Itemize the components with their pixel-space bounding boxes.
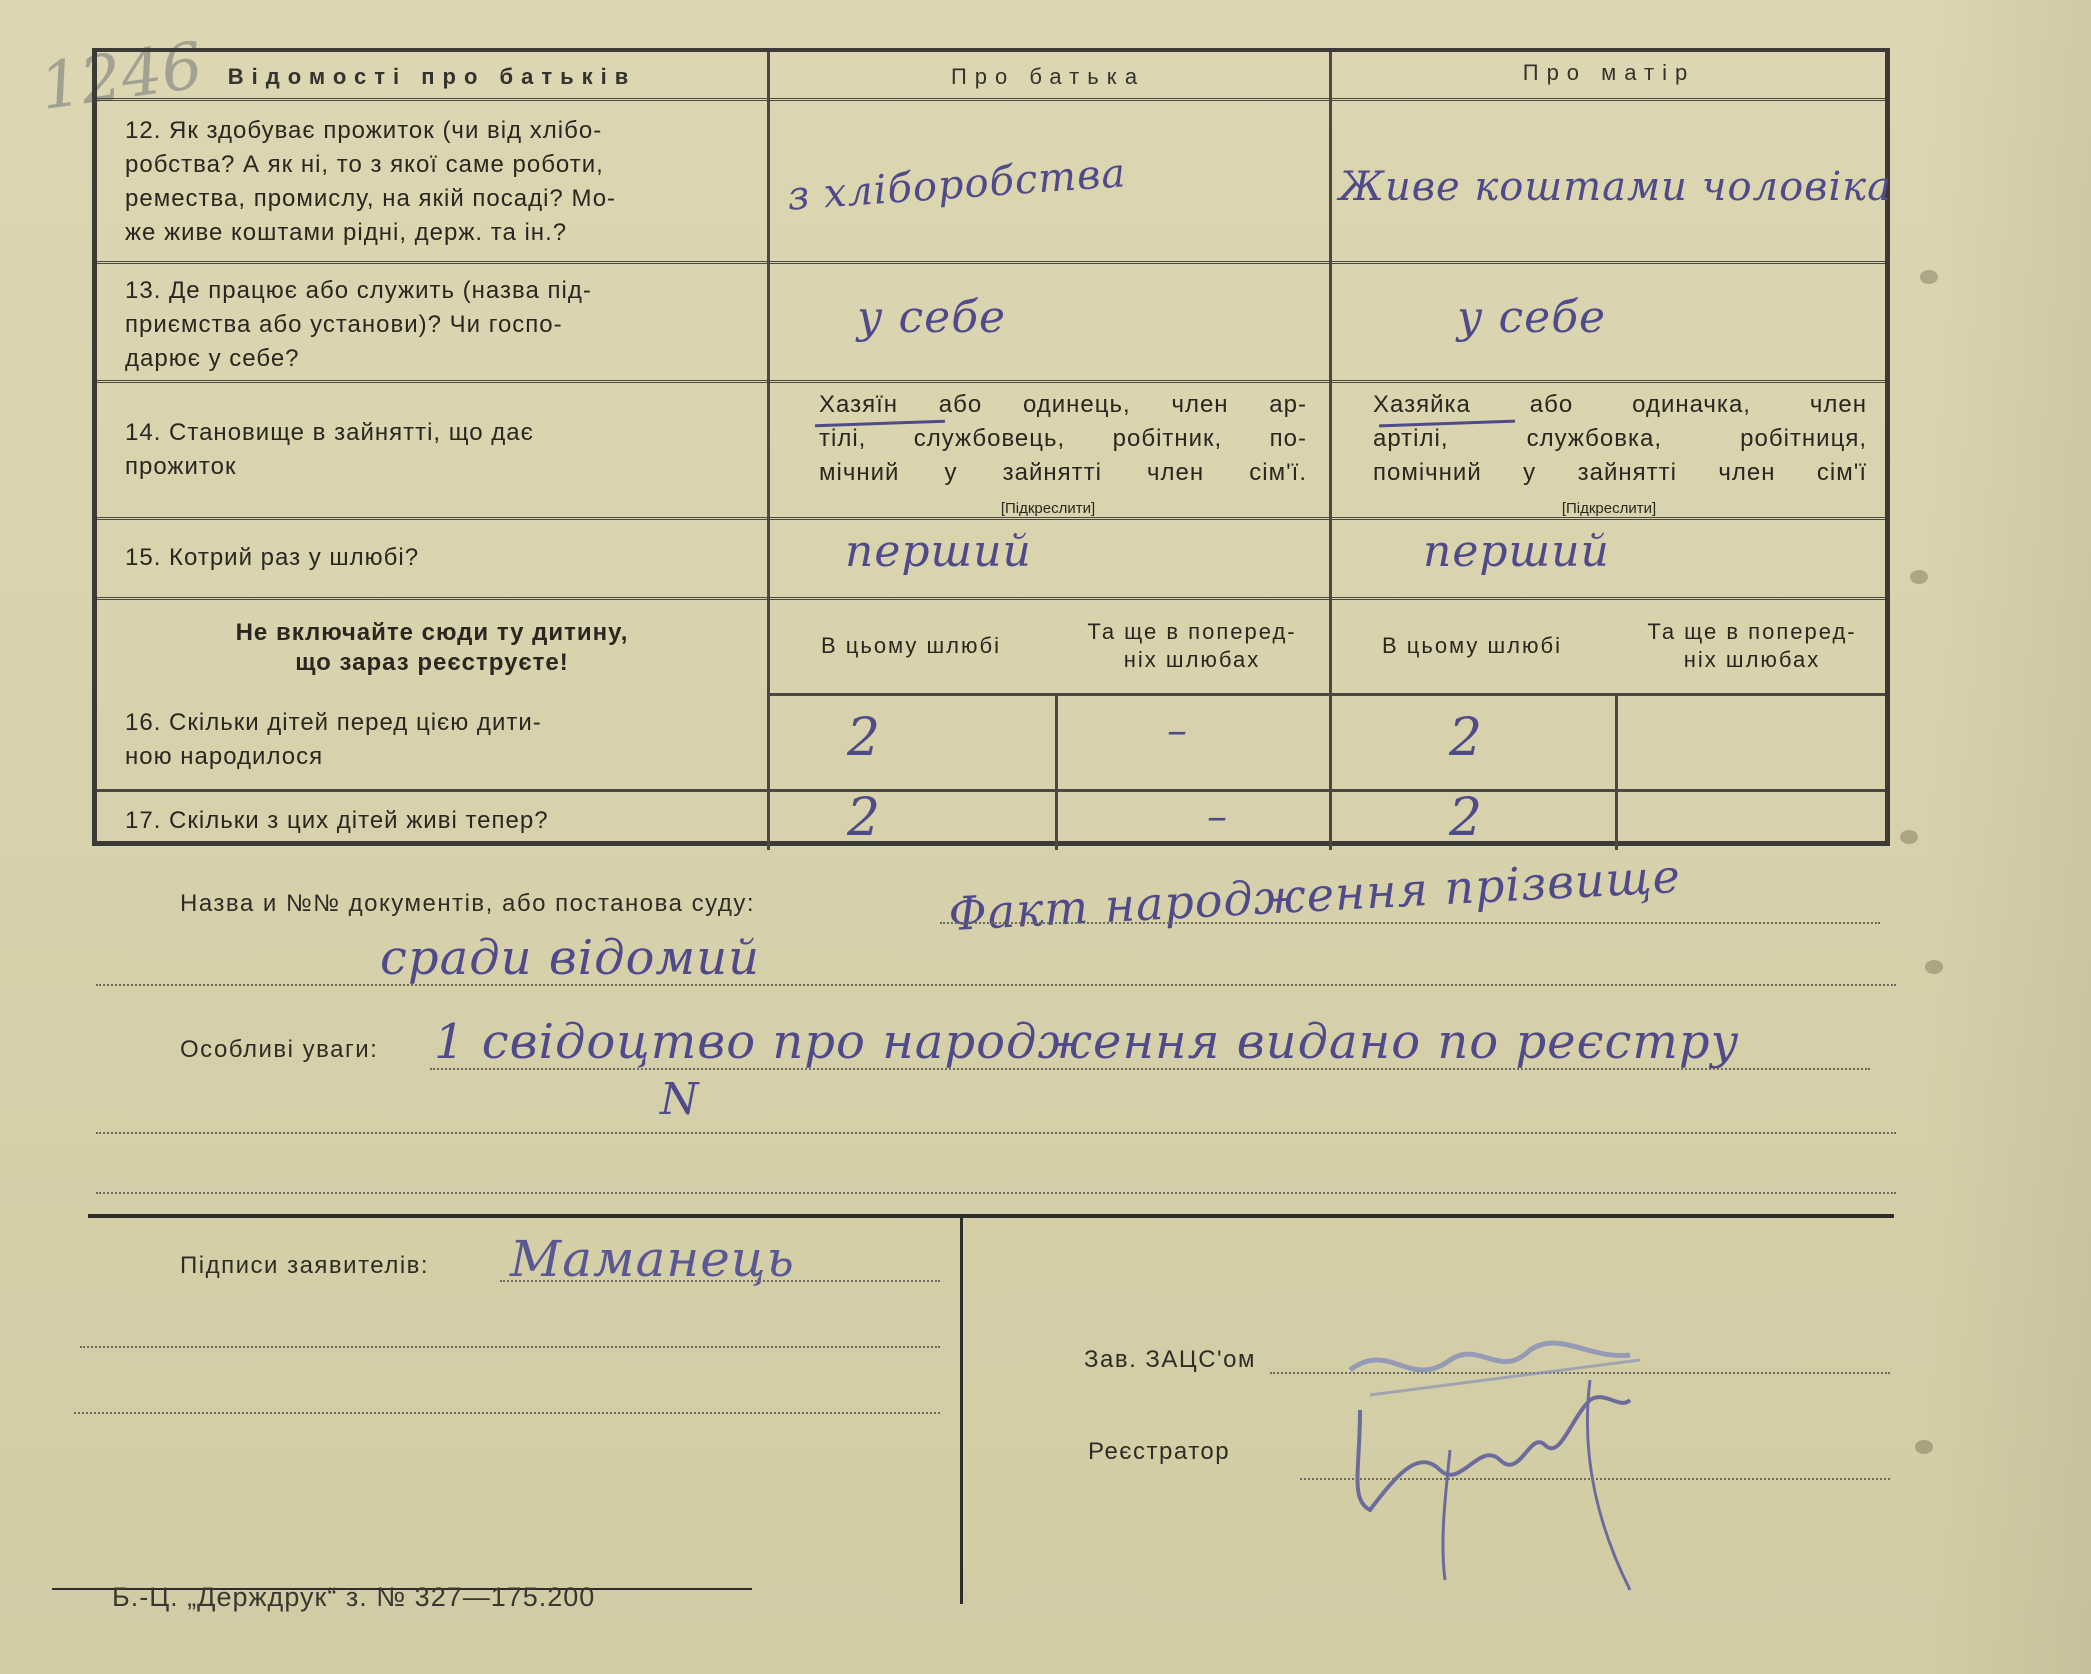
question-13-line: дарює у себе? xyxy=(125,345,300,372)
option-line: помічний у зайнятті член сім'ї xyxy=(1373,459,1867,486)
answer-16-mother-this: 2 xyxy=(1449,708,1484,768)
head-zags-label: Зав. ЗАЦС'ом xyxy=(1084,1346,1256,1373)
answer-15-mother: перший xyxy=(1423,526,1610,577)
answer-15-father: перший xyxy=(845,526,1032,577)
answer-17-father-this: 2 xyxy=(847,788,882,848)
notes-value-line1: 1 свідоцтво про народження видано по реєстру xyxy=(434,1014,1740,1070)
answer-16-father-prev: – xyxy=(1167,708,1188,754)
answer-17-mother-this: 2 xyxy=(1449,788,1484,848)
punch-hole xyxy=(1925,960,1943,974)
mother-prev-marriages-header xyxy=(1615,618,1889,674)
notes-label: Особливі уваги: xyxy=(180,1036,379,1063)
father-this-marriage-header: В цьому шлюбі xyxy=(820,633,1002,658)
printer-imprint: Б.-Ц. „Держдрук“ з. № 327—175.200 xyxy=(112,1582,596,1612)
question-12-line: ремества, промислу, на якій посаді? Мо- xyxy=(125,185,617,212)
answer-12-father: з хліборобства xyxy=(785,150,1128,220)
documents-line-2 xyxy=(96,984,1896,986)
row-divider xyxy=(97,789,1885,792)
row-divider xyxy=(97,98,1885,105)
notes-line-3 xyxy=(96,1192,1896,1194)
mother-occupation-options xyxy=(1329,388,1889,490)
option-line: Хазяйка або одиначка, член xyxy=(1373,391,1867,418)
option-line: артілі, службовка, робітниця, xyxy=(1373,425,1867,452)
underline-note-father: [Підкреслити] xyxy=(1000,500,1096,517)
section-divider xyxy=(88,1214,1894,1218)
question-13-line: приємства або установи)? Чи госпо- xyxy=(125,311,563,338)
applicants-line xyxy=(500,1280,940,1282)
notes-value-line2: N xyxy=(660,1074,700,1125)
pencil-archive-number: 1246 xyxy=(35,29,208,125)
paper-edge-shadow xyxy=(1931,0,2091,1674)
answer-13-father: у себе xyxy=(857,292,1007,343)
question-14 xyxy=(97,416,767,484)
exclude-child-note xyxy=(97,618,767,678)
answer-12-mother: Живе коштами чоловіка xyxy=(1339,164,1892,210)
documents-value-line2: сради відомий xyxy=(380,930,761,986)
question-16 xyxy=(97,706,767,774)
question-13 xyxy=(97,274,767,376)
header-parents-info: Відомості про батьків xyxy=(227,64,637,89)
applicants-signature-label: Підписи заявителів: xyxy=(180,1252,430,1279)
question-12-line: 12. Як здобуває прожиток (чи від хлібо- xyxy=(125,117,603,144)
applicants-line-3 xyxy=(74,1412,940,1414)
question-17: 17. Скільки з цих дітей живі тепер? xyxy=(125,807,549,834)
question-12-line: же живе коштами рідні, держ. та ін.? xyxy=(125,219,568,246)
punch-hole xyxy=(1920,270,1938,284)
header-mother: Про матір xyxy=(1522,60,1696,85)
header-line: ніх шлюбах xyxy=(1683,647,1821,672)
question-13-line: 13. Де працює або служить (назва під- xyxy=(125,277,592,304)
row-divider xyxy=(767,693,1885,696)
header-line: Та ще в поперед- xyxy=(1647,619,1857,644)
documents-value-line1: Факт народження прізвище xyxy=(947,848,1682,942)
father-prev-marriages-header xyxy=(1055,618,1329,674)
mother-this-marriage-header: В цьому шлюбі xyxy=(1381,633,1563,658)
father-occupation-options xyxy=(767,388,1329,490)
note-line: Не включайте сюди ту дитину, xyxy=(235,619,629,646)
question-15: 15. Котрий раз у шлюбі? xyxy=(125,544,420,571)
note-line: що зараз реєструєте! xyxy=(295,649,569,676)
notes-line xyxy=(430,1068,1870,1070)
question-12-line: робства? А як ні, то з якої саме роботи, xyxy=(125,151,604,178)
sub-column-divider xyxy=(1055,695,1058,850)
registrar-label: Реєстратор xyxy=(1088,1438,1231,1465)
question-16-line: 16. Скільки дітей перед цією дити- xyxy=(125,709,542,736)
header-line: Та ще в поперед- xyxy=(1087,619,1297,644)
option-line: тілі, службовець, робітник, по- xyxy=(819,425,1307,452)
parents-info-table xyxy=(92,48,1890,846)
question-16-line: ною народилося xyxy=(125,743,324,770)
documents-label: Назва и №№ документів, або постанова суду: xyxy=(180,890,756,917)
notes-line-2 xyxy=(96,1132,1896,1134)
row-divider xyxy=(97,261,1885,268)
punch-hole xyxy=(1910,570,1928,584)
header-father: Про батька xyxy=(950,64,1146,89)
answer-13-mother: у себе xyxy=(1457,292,1607,343)
question-12 xyxy=(97,114,767,250)
underline-note-mother: [Підкреслити] xyxy=(1561,500,1657,517)
row-divider xyxy=(97,597,1885,604)
documents-line xyxy=(940,922,1880,924)
signature-column-divider xyxy=(960,1218,963,1604)
punch-hole xyxy=(1900,830,1918,844)
sub-column-divider xyxy=(1615,695,1618,850)
option-line: мічний у зайнятті член сім'ї. xyxy=(819,459,1307,486)
row-divider xyxy=(97,380,1885,387)
punch-hole xyxy=(1915,1440,1933,1454)
option-line: Хазяїн або одинець, член ар- xyxy=(819,391,1307,418)
question-14-line: 14. Становище в зайнятті, що дає xyxy=(125,419,534,446)
question-14-line: прожиток xyxy=(125,453,237,480)
answer-17-father-prev: – xyxy=(1207,794,1228,840)
answer-16-father-this: 2 xyxy=(847,708,882,768)
applicants-signature: Маманець xyxy=(510,1230,795,1288)
applicants-line-2 xyxy=(80,1346,940,1348)
official-signatures xyxy=(1330,1300,1660,1600)
header-line: ніх шлюбах xyxy=(1123,647,1261,672)
